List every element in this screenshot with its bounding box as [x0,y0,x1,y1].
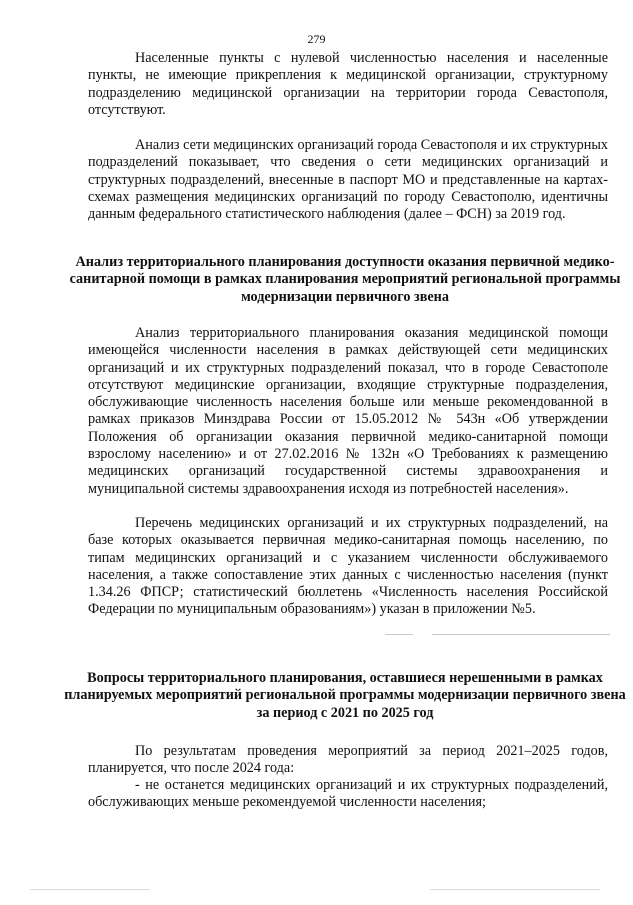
scan-artifact [430,889,600,890]
page-number: 279 [307,32,326,46]
list-item-no-organizations: - не останется медицинских организаций и их структурных подразделений, обслуживающих меньше рекомендуемой численности населения; [88,777,608,811]
paragraph-settlements: Населенные пункты с нулевой численностью населения и населенные пункты, не имеющие прикрепления к медицинской организации, структурному подразделению медицинской организации на территории города Севастополя, отсутствуют. [88,50,608,118]
paragraph-planning-analysis: Анализ территориального планирования оказания медицинской помощи имеющейся численности населения в рамках действующей сети медицинских организаций и их структурных подразделений показал, что в городе Севастополе отсутствуют медицинские организации, входящие структурные подразделения, обслуживающие численность населения больше или меньше рекомендованной в рамках приказов Минздрава России от 15.05.2012 № 543н «Об утверждении Положения об организации оказания первичной медико-санитарной помощи взрослому населению» и от 27.02.2016 № 132н «О Требованиях к размещению медицинских организаций государственной системы здравоохранения и муниципальной системы здравоохранения исходя из потребностей населения». [88,325,608,497]
paragraph-results: По результатам проведения мероприятий за период 2021–2025 годов, планируется, что после 2024 года: [88,743,608,777]
section-heading-planning-analysis: Анализ территориального планирования доступности оказания первичной медико-санитарной помощи в рамках планирования мероприятий региональной программы модернизации первичного звена [69,254,621,305]
scan-artifact [30,889,150,890]
scan-artifact [432,634,610,635]
paragraph-organization-list: Перечень медицинских организаций и их структурных подразделений, на базе которых оказывается первичная медико-санитарная помощь населению, по типам медицинских организаций и с указанием численности обслуживаемого населения, а также сопоставление этих данных с численностью населения (пункт 1.34.26 ФПСР; статистический бюллетень «Численность населения Российской Федерации по муниципальным образованиям») указан в приложении №5. [88,515,608,618]
section-heading-unresolved-issues: Вопросы территориального планирования, оставшиеся нерешенными в рамках планируемых мероприятий региональной программы модернизации первичного звена за период с 2021 по 2025 год [64,670,626,721]
scan-artifact [385,634,413,635]
paragraph-network-analysis: Анализ сети медицинских организаций города Севастополя и их структурных подразделений показывает, что сведения о сети медицинских организаций и структурных подразделений, внесенные в паспорт МО и представленные на картах-схемах размещения медицинских организаций по городу Севастополю, идентичны данным федерального статистического наблюдения (далее – ФСН) за 2019 год. [88,137,608,223]
